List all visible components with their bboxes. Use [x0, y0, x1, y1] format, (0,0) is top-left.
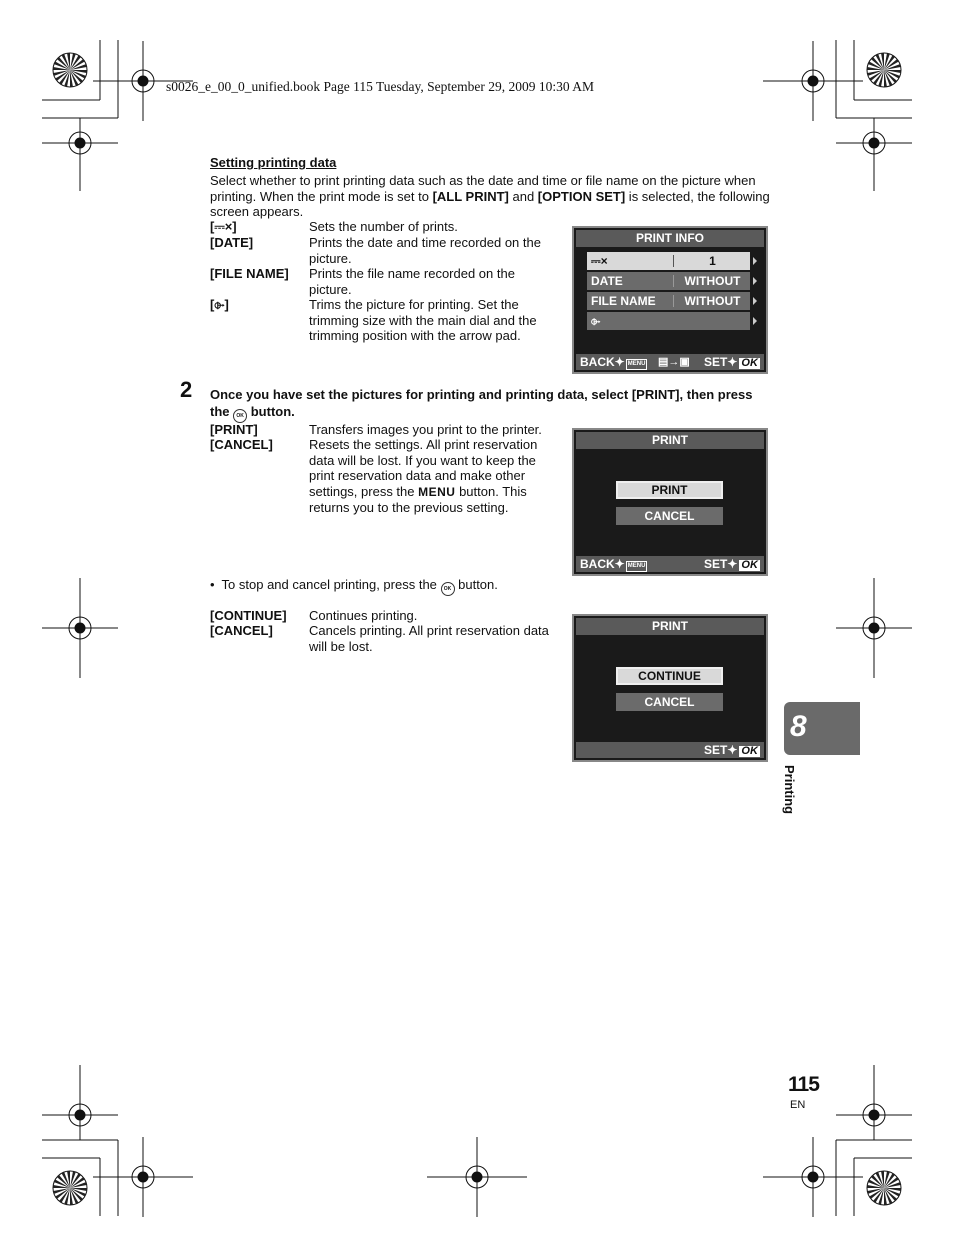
print-info-row-trim[interactable]	[587, 312, 750, 330]
print-info-title: PRINT INFO	[576, 230, 764, 247]
print-screen-footer	[576, 556, 764, 572]
arrow-right-icon	[753, 317, 757, 325]
date-value: WITHOUT	[673, 275, 751, 287]
chapter-label: Printing	[782, 765, 797, 815]
page-number: 115	[788, 1073, 819, 1096]
registration-starburst-icon	[53, 53, 87, 87]
section-heading: Setting printing data	[210, 155, 337, 170]
chapter-number: 8	[790, 710, 807, 743]
term-trimming: [⌱]	[210, 297, 229, 312]
file-name-value: WITHOUT	[673, 295, 751, 307]
print-info-screen	[572, 226, 768, 374]
registration-starburst-icon	[53, 1171, 87, 1205]
term-file-name: [FILE NAME]	[210, 266, 289, 281]
set-label: SET✦ OK	[704, 557, 758, 571]
print-count-value: 1	[673, 255, 751, 267]
desc-date: Prints the date and time recorded on the picture.	[309, 235, 541, 266]
arrow-right-icon	[753, 257, 757, 265]
print-info-row-file-name[interactable]	[587, 292, 750, 310]
desc-cancel-2: Cancels printing. All print reservation data will be lost.	[309, 623, 549, 654]
cancel-option[interactable]: CANCEL	[616, 693, 723, 711]
continue-option[interactable]: CONTINUE	[616, 667, 723, 685]
term-cancel: [CANCEL]	[210, 437, 273, 452]
desc-print-count: Sets the number of prints.	[309, 219, 458, 234]
menu-button-label: MENU	[418, 484, 456, 499]
term-date: [DATE]	[210, 235, 254, 250]
print-info-row-count[interactable]	[587, 252, 750, 270]
bullet-stop-printing: • To stop and cancel printing, press the OK button.	[210, 577, 730, 596]
arrow-right-icon	[753, 277, 757, 285]
back-label: BACK✦ MENU	[580, 355, 646, 369]
registration-starburst-icon	[867, 53, 901, 87]
cancel-option[interactable]: CANCEL	[616, 507, 723, 525]
ok-icon: OK	[741, 745, 758, 757]
term-continue: [CONTINUE]	[210, 608, 287, 623]
print-screen-title: PRINT	[576, 432, 764, 449]
page-language: EN	[790, 1099, 806, 1111]
step-instruction: Once you have set the pictures for printing and printing data, select [PRINT], then press the OK button.	[210, 386, 772, 423]
print-info-row-date[interactable]	[587, 272, 750, 290]
date-label: DATE	[591, 274, 623, 288]
desc-print: Transfers images you print to the printer.	[309, 422, 542, 437]
print-progress-footer	[576, 742, 764, 758]
print-progress-title: PRINT	[576, 618, 764, 635]
desc-file-name: Prints the file name recorded on the picture.	[309, 266, 515, 297]
desc-cancel: Resets the settings. All print reservation data will be lost. If you want to keep the print reservation data and make other settings, press the MENU button. This returns you to the previous setting.	[309, 437, 538, 516]
set-label: SET✦ OK	[704, 743, 758, 757]
print-count-icon: ⎓×	[591, 254, 608, 268]
print-info-footer	[576, 354, 764, 370]
file-name-label: FILE NAME	[591, 294, 656, 308]
menu-icon: MENU	[626, 561, 648, 572]
back-label: BACK✦ MENU	[580, 557, 646, 571]
ok-button-icon: OK	[233, 409, 247, 423]
term-cancel-2: [CANCEL]	[210, 623, 273, 638]
desc-continue: Continues printing.	[309, 608, 418, 623]
print-screen	[572, 428, 768, 576]
term-print-count: [⎓×]	[210, 219, 237, 234]
ok-icon: OK	[741, 559, 758, 571]
step-number: 2	[180, 377, 193, 402]
ok-button-icon: OK	[441, 582, 455, 596]
arrow-right-icon	[753, 297, 757, 305]
registration-starburst-icon	[867, 1171, 901, 1205]
menu-icon: MENU	[626, 359, 648, 370]
desc-trimming: Trims the picture for printing. Set the trimming size with the main dial and the trimming position with the arrow pad.	[309, 297, 537, 344]
trim-icon: ⌱	[591, 314, 601, 328]
set-label: SET✦ OK	[704, 355, 758, 369]
section-intro: Select whether to print printing data such as the date and time or file name on the picture when printing. When the print mode is set to [ALL PRINT] and [OPTION SET] is selected, the following screen appears.	[210, 173, 770, 220]
ok-icon: OK	[741, 357, 758, 369]
print-progress-screen	[572, 614, 768, 762]
term-print: [PRINT]	[210, 422, 258, 437]
print-option[interactable]: PRINT	[616, 481, 723, 499]
running-head: s0026_e_00_0_unified.book Page 115 Tuesday, September 29, 2009 10:30 AM	[166, 79, 594, 94]
mode-icon: ▤→▣	[658, 356, 690, 368]
